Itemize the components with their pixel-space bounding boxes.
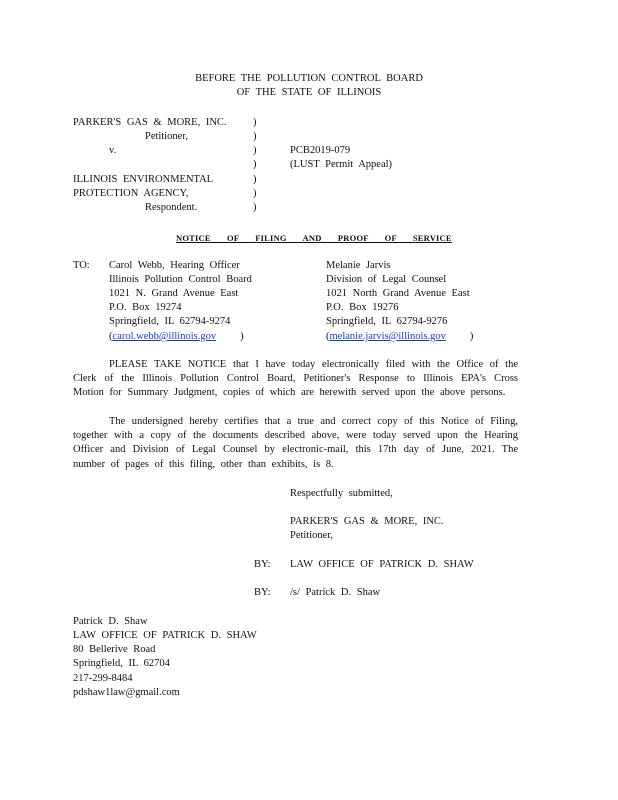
attorney-email: pdshaw1law@gmail.com: [73, 687, 180, 698]
petitioner-name: PARKER'S GAS & MORE, INC.: [73, 117, 227, 128]
signature-party-role: Petitioner,: [290, 530, 334, 541]
court-header-line-2: OF THE STATE OF ILLINOIS: [236, 87, 382, 98]
paren-open: (: [326, 331, 330, 342]
caption-bracket: ): [253, 117, 257, 128]
to-label: TO:: [73, 260, 90, 271]
caption-bracket: ): [253, 202, 257, 213]
petitioner-role: Petitioner,: [145, 131, 189, 142]
recipient-right-email-link[interactable]: melanie.jarvis@illinois.gov: [329, 331, 446, 342]
by-label: BY:: [254, 587, 271, 598]
recipient-left-line: Illinois Pollution Control Board: [109, 274, 252, 285]
recipient-right-line: Springfield, IL 62794-9276: [326, 316, 448, 327]
caption-bracket: ): [253, 159, 257, 170]
respondent-name-line-2: PROTECTION AGENCY,: [73, 188, 189, 199]
by-law-office: LAW OFFICE OF PATRICK D. SHAW: [290, 559, 474, 570]
by-label: BY:: [254, 559, 271, 570]
recipient-right-line: 1021 North Grand Avenue East: [326, 288, 470, 299]
electronic-signature: /s/ Patrick D. Shaw: [290, 587, 381, 598]
recipient-left-email-link[interactable]: carol.webb@illinois.gov: [112, 331, 217, 342]
caption-bracket: ): [253, 174, 257, 185]
attorney-line: Springfield, IL 62704: [73, 658, 170, 669]
respondent-name-line-1: ILLINOIS ENVIRONMENTAL: [73, 174, 214, 185]
case-type: (LUST Permit Appeal): [290, 159, 393, 170]
notice-title: NOTICE OF FILING AND PROOF OF SERVICE: [176, 233, 452, 243]
recipient-right-email-line: [326, 330, 473, 344]
paren-close: ): [469, 331, 474, 342]
recipient-left-line: 1021 N. Grand Avenue East: [109, 288, 239, 299]
caption-bracket: ): [253, 145, 257, 156]
paren-open: (: [109, 331, 113, 342]
recipient-left-email-line: [109, 330, 244, 344]
certification-paragraph: The undersigned hereby certifies that a true and correct copy of this Notice of Filing, together with a copy of the documents described above, were today served upon the Hearing Officer and Division of Legal Counsel by electronic-mail, this 17th day of June, 2021. The number of pages of this filing, other than exhibits, is 8.: [73, 416, 518, 470]
case-number: PCB2019-079: [290, 145, 351, 156]
recipient-right-line: Melanie Jarvis: [326, 260, 391, 271]
attorney-line: Patrick D. Shaw: [73, 616, 148, 627]
attorney-line: 80 Bellerive Road: [73, 644, 156, 655]
recipient-left-line: P.O. Box 19274: [109, 302, 182, 313]
respondent-role: Respondent.: [145, 202, 198, 213]
paren-close: ): [240, 331, 244, 342]
recipient-left-line: Springfield, IL 62794-9274: [109, 316, 231, 327]
closing-text: Respectfully submitted,: [290, 488, 393, 499]
court-header-line-1: BEFORE THE POLLUTION CONTROL BOARD: [195, 73, 423, 84]
caption-bracket: ): [253, 188, 257, 199]
recipient-right-line: Division of Legal Counsel: [326, 274, 447, 285]
signature-party-name: PARKER'S GAS & MORE, INC.: [290, 516, 444, 527]
attorney-line: LAW OFFICE OF PATRICK D. SHAW: [73, 630, 257, 641]
caption-bracket: ): [253, 131, 257, 142]
attorney-phone: 217-299-8484: [73, 673, 133, 684]
recipient-right-line: P.O. Box 19276: [326, 302, 399, 313]
versus-label: v.: [109, 145, 117, 156]
notice-paragraph: PLEASE TAKE NOTICE that I have today electronically filed with the Office of the Clerk of the Illinois Pollution Control Board, Petitioner's Response to Illinois EPA's Cross Motion for Summary Judgment, copies of which are herewith served upon the above persons.: [73, 359, 518, 399]
recipient-left-line: Carol Webb, Hearing Officer: [109, 260, 240, 271]
